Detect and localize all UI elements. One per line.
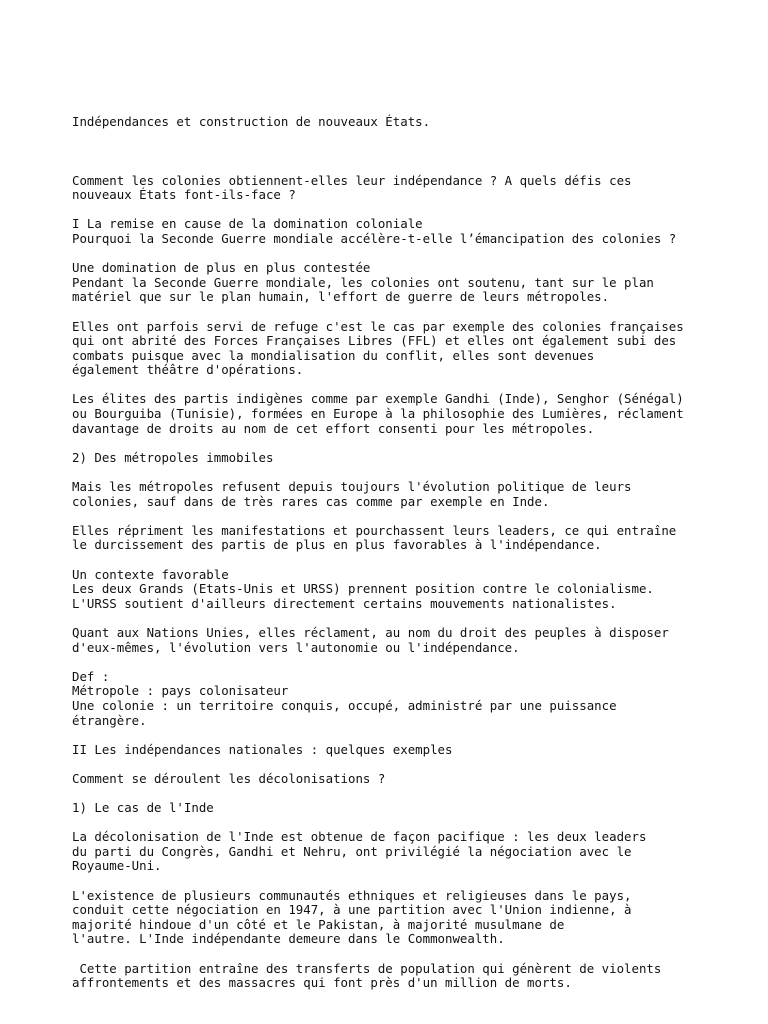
text-line: Métropole : pays colonisateur bbox=[72, 683, 289, 699]
document-body bbox=[72, 174, 712, 991]
paragraph bbox=[72, 889, 712, 947]
document-page bbox=[72, 86, 712, 1005]
text-line: Mais les métropoles refusent depuis toujours l'évolution politique de leurs bbox=[72, 479, 632, 495]
text-line: I La remise en cause de la domination coloniale bbox=[72, 216, 423, 232]
paragraph bbox=[72, 801, 712, 816]
paragraph bbox=[72, 568, 712, 612]
paragraph bbox=[72, 451, 712, 466]
text-line: Les deux Grands (Etats-Unis et URSS) prennent position contre le colonialisme. bbox=[72, 581, 654, 597]
text-line: Elles répriment les manifestations et pourchassent leurs leaders, ce qui entraîne bbox=[72, 522, 677, 538]
text-line: 2) Des métropoles immobiles bbox=[72, 449, 274, 465]
text-line: L'URSS soutient d'ailleurs directement certains mouvements nationalistes. bbox=[72, 595, 617, 611]
text-line: Pendant la Seconde Guerre mondiale, les colonies ont soutenu, tant sur le plan bbox=[72, 274, 654, 290]
text-line: qui ont abrité des Forces Françaises Libres (FFL) et elles ont également subi des bbox=[72, 333, 677, 349]
text-line: du parti du Congrès, Gandhi et Nehru, ont privilégié la négociation avec le bbox=[72, 843, 632, 859]
text-line: Une colonie : un territoire conquis, occupé, administré par une puissance bbox=[72, 697, 617, 713]
paragraph bbox=[72, 480, 712, 509]
text-line: majorité hindoue d'un côté et le Pakistan, à majorité musulmane de bbox=[72, 916, 565, 932]
text-line: affrontements et des massacres qui font près d'un million de morts. bbox=[72, 975, 572, 991]
paragraph bbox=[72, 830, 712, 874]
text-line: Cette partition entraîne des transferts de population qui génèrent de violents bbox=[72, 960, 662, 976]
text-line: Les élites des partis indigènes comme par exemple Gandhi (Inde), Senghor (Sénégal) bbox=[72, 391, 684, 407]
text-line: d'eux-mêmes, l'évolution vers l'autonomie ou l'indépendance. bbox=[72, 639, 520, 655]
text-line: matériel que sur le plan humain, l'effort de guerre de leurs métropoles. bbox=[72, 289, 610, 305]
text-line: Comment se déroulent les décolonisations ? bbox=[72, 770, 386, 786]
paragraph bbox=[72, 670, 712, 728]
text-line: colonies, sauf dans de très rares cas comme par exemple en Inde. bbox=[72, 493, 550, 509]
text-line: combats puisque avec la mondialisation du conflit, elles sont devenues bbox=[72, 347, 595, 363]
paragraph bbox=[72, 626, 712, 655]
text-line: étrangère. bbox=[72, 712, 147, 728]
text-line: Un contexte favorable bbox=[72, 566, 229, 582]
paragraph bbox=[72, 772, 712, 787]
text-line: Def : bbox=[72, 668, 110, 684]
document-title bbox=[72, 86, 712, 159]
text-line: le durcissement des partis de plus en plus favorables à l'indépendance. bbox=[72, 537, 602, 553]
paragraph bbox=[72, 962, 712, 991]
paragraph bbox=[72, 320, 712, 378]
text-line: L'existence de plusieurs communautés ethniques et religieuses dans le pays, bbox=[72, 887, 632, 903]
text-line: II Les indépendances nationales : quelques exemples bbox=[72, 741, 453, 757]
paragraph bbox=[72, 174, 712, 203]
paragraph bbox=[72, 217, 712, 246]
text-line: Royaume-Uni. bbox=[72, 858, 162, 874]
text-line: Elles ont parfois servi de refuge c'est le cas par exemple des colonies françaises bbox=[72, 318, 684, 334]
text-line: conduit cette négociation en 1947, à une partition avec l'Union indienne, à bbox=[72, 902, 632, 918]
text-line: Comment les colonies obtiennent-elles leur indépendance ? A quels défis ces bbox=[72, 172, 632, 188]
text-line: nouveaux États font-ils-face ? bbox=[72, 187, 296, 203]
text-line: également théâtre d'opérations. bbox=[72, 362, 304, 378]
text-line: l'autre. L'Inde indépendante demeure dans le Commonwealth. bbox=[72, 931, 505, 947]
text-line: ou Bourguiba (Tunisie), formées en Europe à la philosophie des Lumières, réclament bbox=[72, 406, 684, 422]
paragraph bbox=[72, 261, 712, 305]
paragraph bbox=[72, 743, 712, 758]
text-line: 1) Le cas de l'Inde bbox=[72, 800, 214, 816]
title-line: Indépendances et construction de nouveaux États. bbox=[72, 114, 431, 130]
text-line: La décolonisation de l'Inde est obtenue de façon pacifique : les deux leaders bbox=[72, 829, 647, 845]
paragraph bbox=[72, 524, 712, 553]
paragraph bbox=[72, 392, 712, 436]
text-line: Une domination de plus en plus contestée bbox=[72, 260, 371, 276]
text-line: Quant aux Nations Unies, elles réclament, au nom du droit des peuples à disposer bbox=[72, 624, 669, 640]
text-line: davantage de droits au nom de cet effort consenti pour les métropoles. bbox=[72, 420, 595, 436]
text-line: Pourquoi la Seconde Guerre mondiale accélère-t-elle l’émancipation des colonies ? bbox=[72, 230, 677, 246]
